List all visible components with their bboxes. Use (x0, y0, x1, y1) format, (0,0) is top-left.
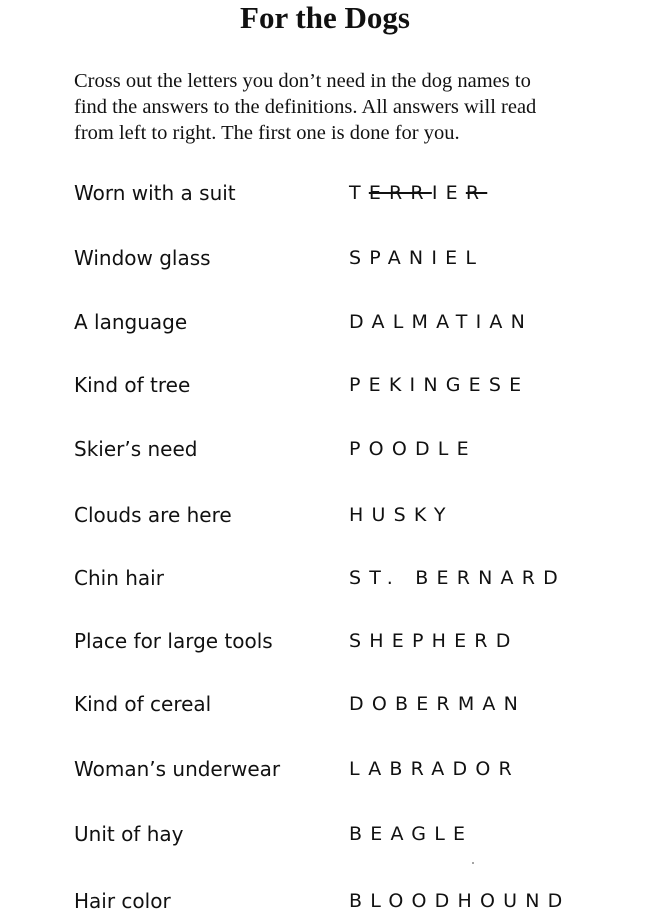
dog-name: SPANIEL (349, 247, 485, 269)
kept-letters: T (349, 182, 369, 204)
clue-text: Place for large tools (74, 629, 273, 653)
dog-name: DOBERMAN (349, 693, 527, 715)
puzzle-row (0, 624, 650, 658)
clue-text: Clouds are here (74, 503, 232, 527)
clue-text: Kind of cereal (74, 692, 212, 716)
clue-text: Chin hair (74, 566, 164, 590)
puzzle-row (0, 241, 650, 275)
clue-text: Skier’s need (74, 437, 198, 461)
clue-text: Worn with a suit (74, 181, 236, 205)
crossed-out-letters: R (465, 182, 488, 204)
instruction-line: from left to right. The first one is done for you. (74, 122, 460, 144)
dog-name: SHEPHERD (349, 630, 519, 652)
clue-text: Window glass (74, 246, 211, 270)
dog-name: BLOODHOUND (349, 890, 571, 912)
instruction-line: find the answers to the definitions. All answers will read (74, 96, 537, 118)
scan-speck (472, 862, 474, 864)
clue-text: Unit of hay (74, 822, 184, 846)
dog-name (349, 176, 487, 210)
dog-name: ST. BERNARD (349, 567, 566, 589)
kept-letters: IE (431, 182, 466, 204)
dog-name: BEAGLE (349, 823, 474, 845)
instructions (74, 68, 634, 146)
puzzle-row (0, 752, 650, 786)
puzzle-row (0, 432, 650, 466)
example-row (0, 176, 650, 210)
dog-name: LABRADOR (349, 758, 520, 780)
clue-text: A language (74, 310, 188, 334)
puzzle-row (0, 817, 650, 851)
clue-text: Hair color (74, 889, 171, 913)
clue-text: Kind of tree (74, 373, 191, 397)
puzzle-row (0, 305, 650, 339)
puzzle-row (0, 687, 650, 721)
puzzle-row (0, 368, 650, 402)
puzzle-row (0, 561, 650, 595)
crossed-out-letters: ERR (368, 182, 432, 204)
puzzle-row (0, 884, 650, 918)
puzzle-row (0, 498, 650, 532)
dog-name: HUSKY (349, 504, 454, 526)
worksheet-title: For the Dogs (240, 0, 410, 35)
clue-text: Woman’s underwear (74, 757, 281, 781)
dog-name: POODLE (349, 438, 477, 460)
dog-name: PEKINGESE (349, 374, 530, 396)
dog-name: DALMATIAN (349, 311, 534, 333)
instruction-line: Cross out the letters you don’t need in the dog names to (74, 70, 531, 92)
